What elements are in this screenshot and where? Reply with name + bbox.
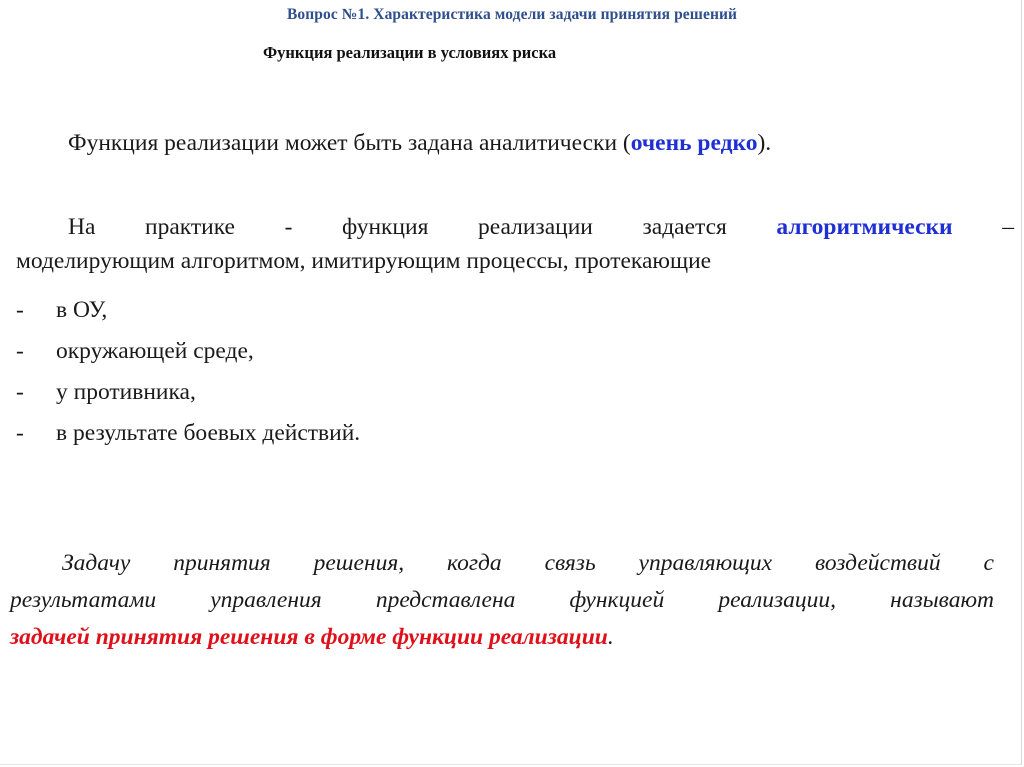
list-marker: - <box>16 379 24 405</box>
word: с <box>983 550 994 576</box>
word: реализации, <box>718 587 837 613</box>
word: функция <box>342 214 429 240</box>
list-item <box>16 372 360 413</box>
word: функцией <box>569 587 665 613</box>
word: когда <box>447 550 502 576</box>
paragraph-analytic-end: ). <box>757 130 772 156</box>
word: практике <box>145 214 235 240</box>
list-marker: - <box>16 420 24 446</box>
word: результатами <box>10 587 157 613</box>
list-item-text: у противника, <box>56 379 196 405</box>
word: задается <box>642 214 727 240</box>
paragraph-algorithmic-highlight: алгоритмически <box>776 214 953 240</box>
slide-header-title: Вопрос №1. Характеристика модели задачи принятия решений <box>286 6 738 23</box>
conclusion-line3 <box>10 619 994 656</box>
list-marker: - <box>16 338 24 364</box>
list-item-text: окружающей среде, <box>56 338 254 364</box>
paragraph-algorithmic-line1 <box>16 210 1014 244</box>
paragraph-algorithmic <box>16 210 1014 278</box>
word: реализации <box>478 214 593 240</box>
word: называют <box>890 587 994 613</box>
list-item <box>16 413 360 454</box>
list-marker: - <box>16 297 24 323</box>
word: - <box>284 214 293 240</box>
paragraph-analytic <box>68 126 771 160</box>
slide-subtitle: Функция реализации в условиях риска <box>263 43 557 62</box>
word: принятия <box>173 550 271 576</box>
word: На <box>68 214 96 240</box>
word: Задачу <box>62 550 131 576</box>
paragraph-algorithmic-line2: моделирующим алгоритмом, имитирующим процессы, протекающие <box>16 248 712 274</box>
paragraph-analytic-text: Функция реализации может быть задана аналитически ( <box>68 130 631 156</box>
conclusion-line1 <box>10 545 994 582</box>
word: связь <box>544 550 596 576</box>
word: управления <box>210 587 322 613</box>
conclusion-paragraph <box>10 545 994 656</box>
list-item <box>16 331 360 372</box>
dash: – <box>1002 214 1014 240</box>
list-item <box>16 290 360 331</box>
list-item-text: в ОУ, <box>56 297 108 323</box>
word: представлена <box>375 587 516 613</box>
word: решения, <box>313 550 405 576</box>
conclusion-end: . <box>607 624 614 650</box>
word: воздействий <box>814 550 941 576</box>
paragraph-analytic-highlight: очень редко <box>630 130 758 156</box>
conclusion-highlight: задачей принятия решения в форме функции реализации <box>10 624 608 650</box>
list-item-text: в результате боевых действий. <box>56 420 361 446</box>
process-list <box>16 290 360 454</box>
conclusion-line2 <box>10 582 994 619</box>
word: управляющих <box>638 550 773 576</box>
